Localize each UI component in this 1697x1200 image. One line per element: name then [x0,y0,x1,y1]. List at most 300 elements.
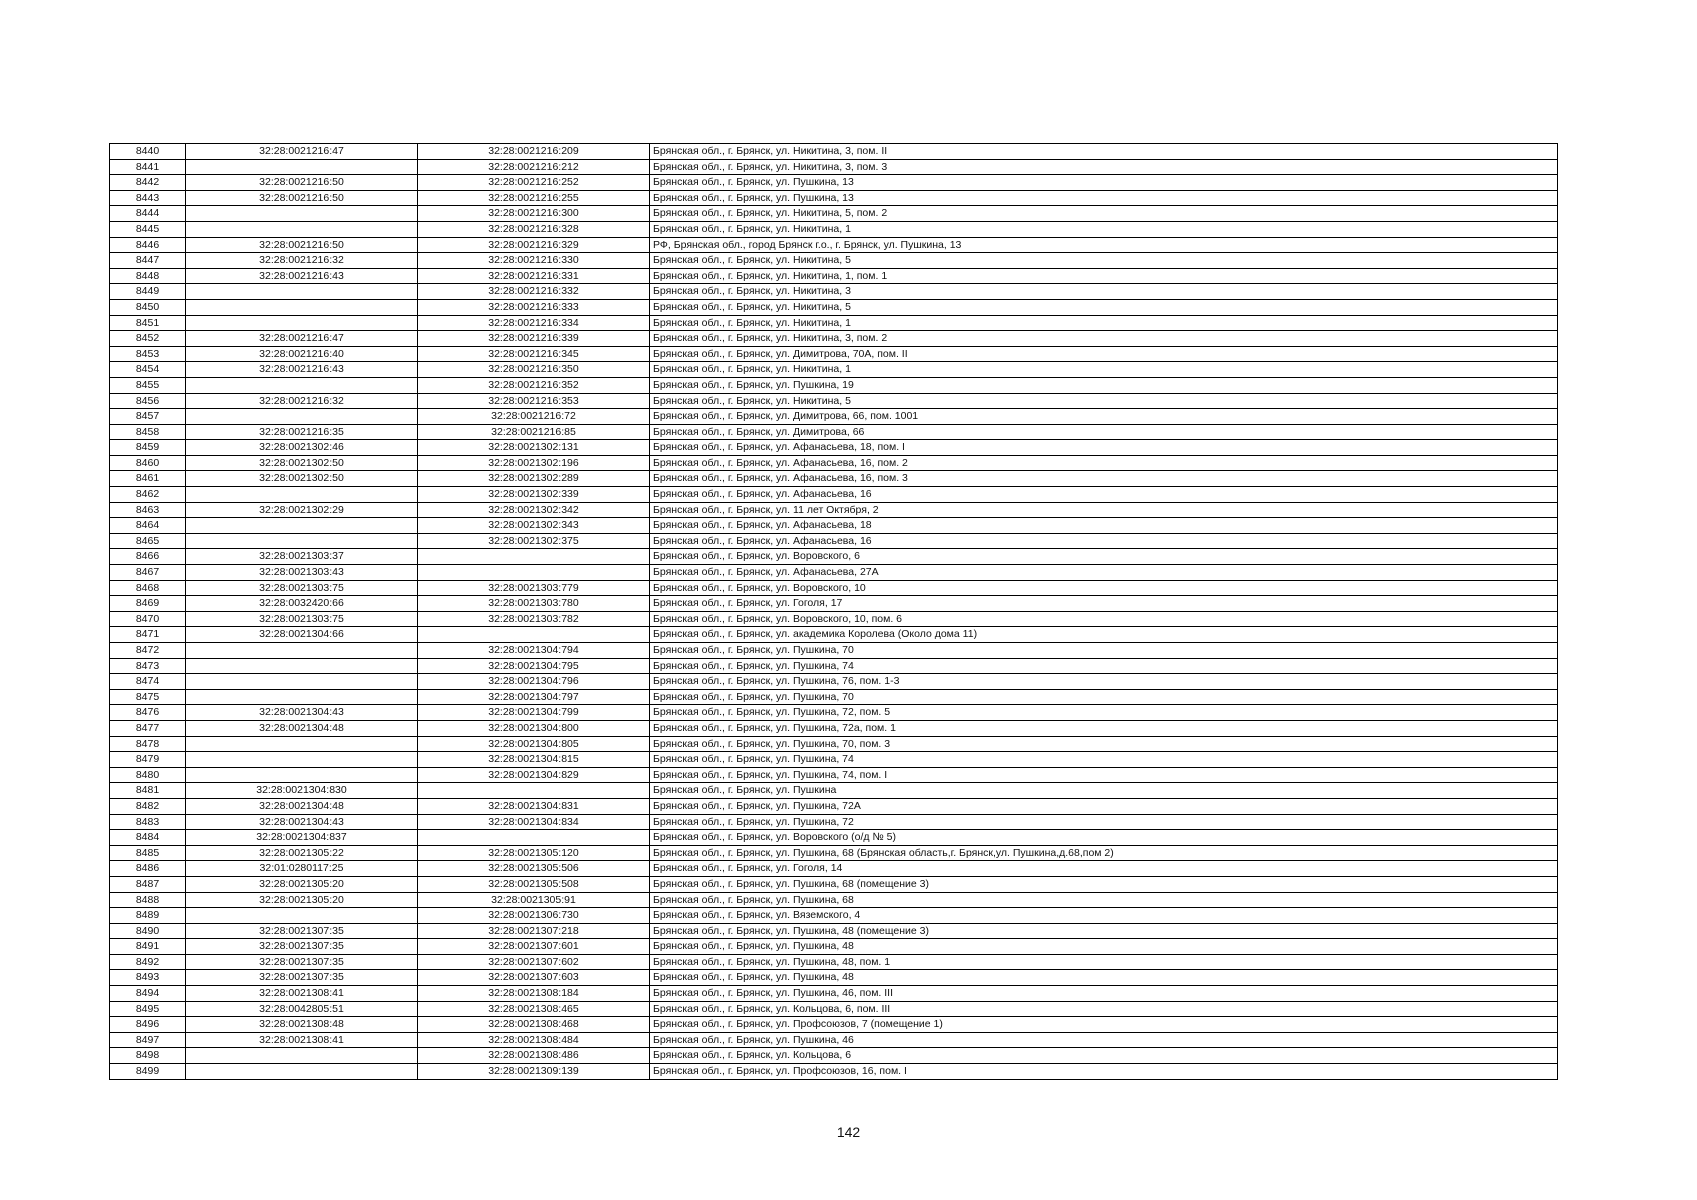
address-cell: Брянская обл., г. Брянск, ул. Афанасьева, 16, пом. 2 [650,455,1558,471]
object-number-cell: 32:28:0021303:780 [418,596,650,612]
parcel-number-cell: 32:28:0021304:48 [186,720,418,736]
table-row [110,1032,1558,1048]
address-cell: Брянская обл., г. Брянск, ул. Димитрова, 66 [650,424,1558,440]
parcel-number-cell [186,1048,418,1064]
table-row [110,580,1558,596]
parcel-number-cell: 32:28:0021303:43 [186,565,418,581]
address-cell: Брянская обл., г. Брянск, ул. Пушкина, 72а, пом. 1 [650,720,1558,736]
parcel-number-cell [186,284,418,300]
parcel-number-cell [186,315,418,331]
table-row [110,798,1558,814]
parcel-number-cell: 32:28:0032420:66 [186,596,418,612]
address-cell: Брянская обл., г. Брянск, ул. Пушкина, 48 [650,970,1558,986]
parcel-number-cell [186,658,418,674]
object-number-cell: 32:28:0021302:289 [418,471,650,487]
table-row [110,502,1558,518]
table-row [110,720,1558,736]
row-number-cell: 8466 [110,549,186,565]
address-cell: Брянская обл., г. Брянск, ул. Пушкина, 74, пом. I [650,767,1558,783]
parcel-number-cell: 32:28:0021216:43 [186,362,418,378]
parcel-number-cell: 32:28:0021303:75 [186,611,418,627]
parcel-number-cell: 32:28:0021305:20 [186,892,418,908]
parcel-number-cell: 32:28:0021302:46 [186,440,418,456]
row-number-cell: 8478 [110,736,186,752]
row-number-cell: 8445 [110,221,186,237]
address-cell: Брянская обл., г. Брянск, ул. Пушкина, 70 [650,643,1558,659]
row-number-cell: 8472 [110,643,186,659]
table-row [110,362,1558,378]
row-number-cell: 8499 [110,1064,186,1080]
object-number-cell: 32:28:0021216:352 [418,377,650,393]
address-cell: Брянская обл., г. Брянск, ул. Никитина, 5 [650,299,1558,315]
parcel-number-cell [186,206,418,222]
object-number-cell: 32:28:0021304:796 [418,674,650,690]
table-row [110,221,1558,237]
parcel-number-cell: 32:28:0021304:48 [186,798,418,814]
parcel-number-cell [186,533,418,549]
row-number-cell: 8451 [110,315,186,331]
address-cell: Брянская обл., г. Брянск, ул. Афанасьева, 16, пом. 3 [650,471,1558,487]
address-cell: Брянская обл., г. Брянск, ул. Воровского, 10 [650,580,1558,596]
object-number-cell: 32:28:0021305:91 [418,892,650,908]
table-row [110,144,1558,160]
object-number-cell: 32:28:0021302:343 [418,518,650,534]
table-row [110,268,1558,284]
object-number-cell: 32:28:0021302:339 [418,487,650,503]
parcel-number-cell: 32:28:0021216:50 [186,237,418,253]
address-cell: Брянская обл., г. Брянск, ул. Пушкина, 48 [650,939,1558,955]
address-cell: Брянская обл., г. Брянск, ул. Афанасьева, 18 [650,518,1558,534]
address-cell: Брянская обл., г. Брянск, ул. Никитина, 3, пом. 3 [650,159,1558,175]
table-row [110,705,1558,721]
object-number-cell: 32:28:0021303:779 [418,580,650,596]
address-cell: Брянская обл., г. Брянск, ул. Пушкина, 68 (Брянская область,г. Брянск,ул. Пушкина,д.68,пом 2) [650,845,1558,861]
row-number-cell: 8459 [110,440,186,456]
object-number-cell: 32:28:0021302:131 [418,440,650,456]
object-number-cell: 32:28:0021308:484 [418,1032,650,1048]
row-number-cell: 8464 [110,518,186,534]
parcel-number-cell [186,689,418,705]
parcel-number-cell [186,674,418,690]
row-number-cell: 8498 [110,1048,186,1064]
parcel-number-cell: 32:28:0021307:35 [186,970,418,986]
row-number-cell: 8484 [110,830,186,846]
table-row [110,1064,1558,1080]
object-number-cell [418,627,650,643]
object-number-cell: 32:28:0021307:603 [418,970,650,986]
row-number-cell: 8482 [110,798,186,814]
object-number-cell [418,549,650,565]
table-row [110,830,1558,846]
parcel-number-cell: 32:28:0042805:51 [186,1001,418,1017]
object-number-cell: 32:28:0021304:800 [418,720,650,736]
row-number-cell: 8483 [110,814,186,830]
table-row [110,923,1558,939]
address-cell: Брянская обл., г. Брянск, ул. Воровского, 10, пом. 6 [650,611,1558,627]
table-row [110,237,1558,253]
table-row [110,970,1558,986]
table-row [110,299,1558,315]
object-number-cell: 32:28:0021302:342 [418,502,650,518]
object-number-cell: 32:28:0021304:797 [418,689,650,705]
row-number-cell: 8460 [110,455,186,471]
parcel-number-cell: 32:01:0280117:25 [186,861,418,877]
row-number-cell: 8461 [110,471,186,487]
address-cell: Брянская обл., г. Брянск, ул. Никитина, 3, пом. II [650,144,1558,160]
object-number-cell: 32:28:0021216:330 [418,253,650,269]
table-row [110,954,1558,970]
parcel-number-cell: 32:28:0021303:75 [186,580,418,596]
address-cell: Брянская обл., г. Брянск, ул. академика Королева (Около дома 11) [650,627,1558,643]
parcel-number-cell [186,908,418,924]
address-cell: Брянская обл., г. Брянск, ул. Пушкина, 70 [650,689,1558,705]
address-cell: Брянская обл., г. Брянск, ул. Профсоюзов, 7 (помещение 1) [650,1017,1558,1033]
row-number-cell: 8490 [110,923,186,939]
object-number-cell [418,830,650,846]
object-number-cell: 32:28:0021308:465 [418,1001,650,1017]
parcel-number-cell: 32:28:0021216:40 [186,346,418,362]
address-cell: Брянская обл., г. Брянск, ул. Пушкина, 68 (помещение 3) [650,876,1558,892]
object-number-cell: 32:28:0021216:350 [418,362,650,378]
row-number-cell: 8491 [110,939,186,955]
address-cell: Брянская обл., г. Брянск, ул. Гоголя, 17 [650,596,1558,612]
row-number-cell: 8457 [110,409,186,425]
row-number-cell: 8489 [110,908,186,924]
object-number-cell: 32:28:0021216:334 [418,315,650,331]
parcel-number-cell: 32:28:0021308:41 [186,986,418,1002]
object-number-cell: 32:28:0021308:486 [418,1048,650,1064]
object-number-cell: 32:28:0021306:730 [418,908,650,924]
parcel-number-cell: 32:28:0021304:43 [186,705,418,721]
row-number-cell: 8452 [110,331,186,347]
row-number-cell: 8475 [110,689,186,705]
row-number-cell: 8485 [110,845,186,861]
address-cell: Брянская обл., г. Брянск, ул. Пушкина, 72, пом. 5 [650,705,1558,721]
object-number-cell: 32:28:0021304:815 [418,752,650,768]
parcel-number-cell: 32:28:0021216:47 [186,331,418,347]
address-cell: Брянская обл., г. Брянск, ул. Никитина, 1 [650,221,1558,237]
table-row [110,752,1558,768]
row-number-cell: 8474 [110,674,186,690]
parcel-number-cell [186,736,418,752]
table-row [110,783,1558,799]
table-row [110,1017,1558,1033]
table-row [110,455,1558,471]
object-number-cell: 32:28:0021304:829 [418,767,650,783]
row-number-cell: 8477 [110,720,186,736]
table-row [110,409,1558,425]
parcel-number-cell [186,518,418,534]
row-number-cell: 8495 [110,1001,186,1017]
parcel-number-cell: 32:28:0021307:35 [186,939,418,955]
object-number-cell: 32:28:0021216:329 [418,237,650,253]
row-number-cell: 8456 [110,393,186,409]
object-number-cell: 32:28:0021308:184 [418,986,650,1002]
row-number-cell: 8470 [110,611,186,627]
address-cell: Брянская обл., г. Брянск, ул. Пушкина, 48 (помещение 3) [650,923,1558,939]
row-number-cell: 8465 [110,533,186,549]
parcel-number-cell: 32:28:0021302:29 [186,502,418,518]
table-row [110,611,1558,627]
object-number-cell: 32:28:0021305:120 [418,845,650,861]
row-number-cell: 8480 [110,767,186,783]
address-cell: Брянская обл., г. Брянск, ул. Гоголя, 14 [650,861,1558,877]
object-number-cell: 32:28:0021304:794 [418,643,650,659]
table-row [110,596,1558,612]
parcel-number-cell: 32:28:0021304:830 [186,783,418,799]
row-number-cell: 8440 [110,144,186,160]
row-number-cell: 8443 [110,190,186,206]
parcel-number-cell: 32:28:0021304:66 [186,627,418,643]
table-row [110,627,1558,643]
parcel-number-cell: 32:28:0021216:32 [186,393,418,409]
object-number-cell: 32:28:0021308:468 [418,1017,650,1033]
row-number-cell: 8481 [110,783,186,799]
object-number-cell [418,783,650,799]
parcel-number-cell: 32:28:0021304:837 [186,830,418,846]
table-row [110,908,1558,924]
object-number-cell: 32:28:0021305:508 [418,876,650,892]
address-cell: Брянская обл., г. Брянск, ул. Пушкина, 76, пом. 1-3 [650,674,1558,690]
object-number-cell: 32:28:0021307:602 [418,954,650,970]
address-cell: Брянская обл., г. Брянск, ул. Пушкина, 74 [650,752,1558,768]
address-cell: Брянская обл., г. Брянск, ул. Никитина, 5, пом. 2 [650,206,1558,222]
address-cell: Брянская обл., г. Брянск, ул. Пушкина, 46, пом. III [650,986,1558,1002]
row-number-cell: 8476 [110,705,186,721]
parcel-number-cell [186,487,418,503]
address-cell: Брянская обл., г. Брянск, ул. Афанасьева, 27А [650,565,1558,581]
object-number-cell: 32:28:0021307:601 [418,939,650,955]
table-row [110,986,1558,1002]
table-row [110,1048,1558,1064]
table-row [110,331,1558,347]
parcel-number-cell [186,159,418,175]
row-number-cell: 8458 [110,424,186,440]
address-cell: Брянская обл., г. Брянск, ул. Профсоюзов, 16, пом. I [650,1064,1558,1080]
object-number-cell [418,565,650,581]
parcel-number-cell: 32:28:0021305:22 [186,845,418,861]
object-number-cell: 32:28:0021216:328 [418,221,650,237]
row-number-cell: 8448 [110,268,186,284]
table-row [110,175,1558,191]
address-cell: Брянская обл., г. Брянск, ул. Воровского (о/д № 5) [650,830,1558,846]
row-number-cell: 8447 [110,253,186,269]
address-cell: Брянская обл., г. Брянск, ул. Пушкина, 68 [650,892,1558,908]
table-row [110,346,1558,362]
object-number-cell: 32:28:0021216:339 [418,331,650,347]
address-cell: Брянская обл., г. Брянск, ул. Воровского, 6 [650,549,1558,565]
object-number-cell: 32:28:0021304:795 [418,658,650,674]
address-cell: Брянская обл., г. Брянск, ул. Пушкина, 13 [650,175,1558,191]
table-row [110,736,1558,752]
table-row [110,939,1558,955]
object-number-cell: 32:28:0021216:212 [418,159,650,175]
table-row [110,393,1558,409]
address-cell: Брянская обл., г. Брянск, ул. 11 лет Октября, 2 [650,502,1558,518]
row-number-cell: 8479 [110,752,186,768]
row-number-cell: 8449 [110,284,186,300]
parcel-number-cell: 32:28:0021303:37 [186,549,418,565]
parcel-number-cell [186,377,418,393]
address-cell: Брянская обл., г. Брянск, ул. Никитина, 1 [650,315,1558,331]
parcel-number-cell: 32:28:0021308:41 [186,1032,418,1048]
address-cell: Брянская обл., г. Брянск, ул. Никитина, 1 [650,362,1558,378]
object-number-cell: 32:28:0021216:333 [418,299,650,315]
address-cell: Брянская обл., г. Брянск, ул. Никитина, 1, пом. 1 [650,268,1558,284]
table-row [110,892,1558,908]
parcel-number-cell: 32:28:0021308:48 [186,1017,418,1033]
row-number-cell: 8492 [110,954,186,970]
parcel-number-cell [186,1064,418,1080]
row-number-cell: 8454 [110,362,186,378]
address-cell: Брянская обл., г. Брянск, ул. Пушкина, 48, пом. 1 [650,954,1558,970]
object-number-cell: 32:28:0021216:209 [418,144,650,160]
object-number-cell: 32:28:0021304:831 [418,798,650,814]
table-row [110,876,1558,892]
table-row [110,159,1558,175]
object-number-cell: 32:28:0021216:353 [418,393,650,409]
address-cell: Брянская обл., г. Брянск, ул. Димитрова, 70А, пом. II [650,346,1558,362]
row-number-cell: 8473 [110,658,186,674]
object-number-cell: 32:28:0021304:834 [418,814,650,830]
address-cell: Брянская обл., г. Брянск, ул. Кольцова, 6 [650,1048,1558,1064]
row-number-cell: 8441 [110,159,186,175]
object-number-cell: 32:28:0021304:805 [418,736,650,752]
object-number-cell: 32:28:0021216:345 [418,346,650,362]
row-number-cell: 8468 [110,580,186,596]
row-number-cell: 8453 [110,346,186,362]
address-cell: Брянская обл., г. Брянск, ул. Пушкина, 70, пом. 3 [650,736,1558,752]
parcel-number-cell: 32:28:0021216:50 [186,175,418,191]
row-number-cell: 8467 [110,565,186,581]
table-row [110,315,1558,331]
table-row [110,518,1558,534]
object-number-cell: 32:28:0021304:799 [418,705,650,721]
parcel-number-cell [186,299,418,315]
address-cell: Брянская обл., г. Брянск, ул. Афанасьева, 16 [650,533,1558,549]
parcel-number-cell: 32:28:0021304:43 [186,814,418,830]
address-cell: Брянская обл., г. Брянск, ул. Димитрова, 66, пом. 1001 [650,409,1558,425]
address-cell: Брянская обл., г. Брянск, ул. Афанасьева, 18, пом. I [650,440,1558,456]
row-number-cell: 8486 [110,861,186,877]
row-number-cell: 8493 [110,970,186,986]
parcel-number-cell: 32:28:0021307:35 [186,954,418,970]
table-row [110,658,1558,674]
parcel-number-cell: 32:28:0021216:35 [186,424,418,440]
table-row [110,861,1558,877]
parcel-number-cell: 32:28:0021302:50 [186,471,418,487]
address-cell: Брянская обл., г. Брянск, ул. Никитина, 5 [650,253,1558,269]
table-row [110,689,1558,705]
table-row [110,206,1558,222]
parcel-number-cell [186,643,418,659]
page-number: 142 [836,1124,861,1140]
object-number-cell: 32:28:0021216:72 [418,409,650,425]
row-number-cell: 8450 [110,299,186,315]
table-row [110,549,1558,565]
address-cell: Брянская обл., г. Брянск, ул. Никитина, 3 [650,284,1558,300]
object-number-cell: 32:28:0021216:255 [418,190,650,206]
table-row [110,565,1558,581]
table-row [110,440,1558,456]
parcel-number-cell: 32:28:0021307:35 [186,923,418,939]
parcel-number-cell [186,409,418,425]
row-number-cell: 8446 [110,237,186,253]
row-number-cell: 8463 [110,502,186,518]
address-cell: Брянская обл., г. Брянск, ул. Пушкина, 72 [650,814,1558,830]
table-row [110,190,1558,206]
parcel-number-cell: 32:28:0021216:32 [186,253,418,269]
address-cell: Брянская обл., г. Брянск, ул. Афанасьева, 16 [650,487,1558,503]
table-row [110,845,1558,861]
row-number-cell: 8455 [110,377,186,393]
object-number-cell: 32:28:0021302:375 [418,533,650,549]
table-row [110,284,1558,300]
address-cell: Брянская обл., г. Брянск, ул. Пушкина, 46 [650,1032,1558,1048]
table-row [110,674,1558,690]
row-number-cell: 8462 [110,487,186,503]
parcel-number-cell: 32:28:0021302:50 [186,455,418,471]
object-number-cell: 32:28:0021309:139 [418,1064,650,1080]
table-row [110,643,1558,659]
row-number-cell: 8496 [110,1017,186,1033]
object-number-cell: 32:28:0021216:252 [418,175,650,191]
address-cell: Брянская обл., г. Брянск, ул. Никитина, 3, пом. 2 [650,331,1558,347]
table-row [110,253,1558,269]
address-cell: Брянская обл., г. Брянск, ул. Вяземского, 4 [650,908,1558,924]
registry-table [109,143,1558,1080]
object-number-cell: 32:28:0021216:300 [418,206,650,222]
address-cell: Брянская обл., г. Брянск, ул. Пушкина [650,783,1558,799]
object-number-cell: 32:28:0021307:218 [418,923,650,939]
table-row [110,1001,1558,1017]
row-number-cell: 8469 [110,596,186,612]
table-row [110,487,1558,503]
address-cell: Брянская обл., г. Брянск, ул. Кольцова, 6, пом. III [650,1001,1558,1017]
parcel-number-cell [186,752,418,768]
table-row [110,424,1558,440]
parcel-number-cell [186,221,418,237]
row-number-cell: 8488 [110,892,186,908]
address-cell: РФ, Брянская обл., город Брянск г.о., г. Брянск, ул. Пушкина, 13 [650,237,1558,253]
parcel-number-cell: 32:28:0021305:20 [186,876,418,892]
object-number-cell: 32:28:0021303:782 [418,611,650,627]
address-cell: Брянская обл., г. Брянск, ул. Пушкина, 74 [650,658,1558,674]
row-number-cell: 8497 [110,1032,186,1048]
address-cell: Брянская обл., г. Брянск, ул. Пушкина, 19 [650,377,1558,393]
address-cell: Брянская обл., г. Брянск, ул. Никитина, 5 [650,393,1558,409]
object-number-cell: 32:28:0021305:506 [418,861,650,877]
object-number-cell: 32:28:0021216:85 [418,424,650,440]
row-number-cell: 8487 [110,876,186,892]
row-number-cell: 8494 [110,986,186,1002]
row-number-cell: 8471 [110,627,186,643]
object-number-cell: 32:28:0021216:332 [418,284,650,300]
address-cell: Брянская обл., г. Брянск, ул. Пушкина, 72А [650,798,1558,814]
table-row [110,377,1558,393]
table-row [110,814,1558,830]
table-row [110,533,1558,549]
object-number-cell: 32:28:0021216:331 [418,268,650,284]
object-number-cell: 32:28:0021302:196 [418,455,650,471]
parcel-number-cell [186,767,418,783]
row-number-cell: 8444 [110,206,186,222]
parcel-number-cell: 32:28:0021216:47 [186,144,418,160]
parcel-number-cell: 32:28:0021216:50 [186,190,418,206]
row-number-cell: 8442 [110,175,186,191]
parcel-number-cell: 32:28:0021216:43 [186,268,418,284]
table-row [110,767,1558,783]
